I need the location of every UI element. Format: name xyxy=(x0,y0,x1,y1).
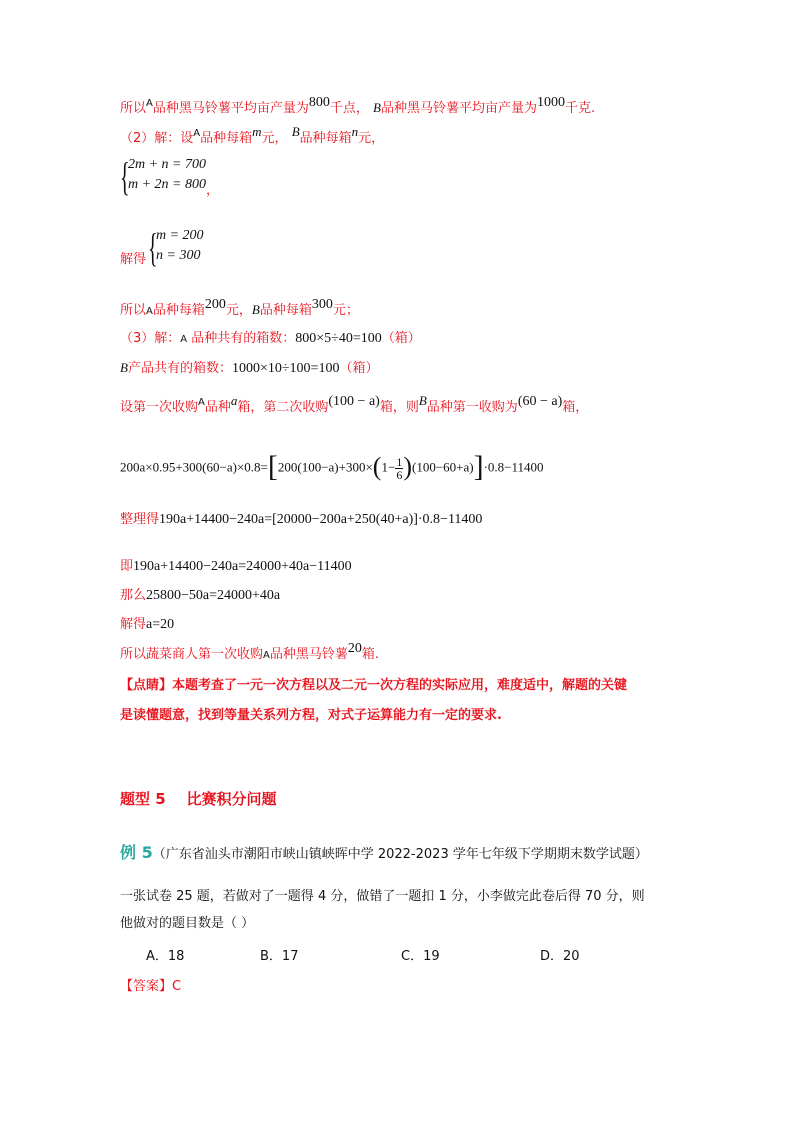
label: 即 xyxy=(120,559,134,574)
option-d: D．20 xyxy=(540,949,580,964)
text: 箱，第二次收购 xyxy=(237,400,329,415)
equation-part: ·0.8−11400 xyxy=(483,459,544,475)
value-300: 300 xyxy=(311,297,333,312)
text: 产品共有的箱数： xyxy=(127,361,232,376)
value-20: 20 xyxy=(347,641,362,656)
example-source: （广东省汕头市潮阳市峡山镇峡晖中学 2022-2023 学年七年级下学期期末数学试题） xyxy=(152,847,648,862)
value-1000: 1000 xyxy=(537,95,565,110)
solution-then xyxy=(120,586,280,606)
text: 箱， xyxy=(562,400,589,415)
equation: a=20 xyxy=(146,617,175,632)
equation-system-1 xyxy=(120,154,240,199)
example-header xyxy=(120,840,648,863)
fraction-denominator: 6 xyxy=(396,468,403,482)
equation: 190a+14400−240a=[20000−200a+250(40+a)]·0.8−11400 xyxy=(159,512,483,527)
brace-icon: { xyxy=(120,154,130,199)
text: 品种每箱 xyxy=(200,131,253,146)
paren-open: ( xyxy=(372,451,382,481)
bracket-open: [ xyxy=(267,449,278,483)
text: 品种 xyxy=(204,400,231,415)
var-m: m xyxy=(252,124,262,139)
text: 箱. xyxy=(361,647,380,662)
solution-line-price xyxy=(120,297,359,322)
expression: 1000×10÷100=100 xyxy=(231,361,340,376)
solution-line-yield xyxy=(120,95,596,120)
comment-line-1: 【点睛】本题考查了一元一次方程以及二元一次方程的实际应用，难度适中，解题的关键 xyxy=(120,678,628,693)
brace-icon: { xyxy=(148,225,158,270)
unit: （箱） xyxy=(339,361,379,376)
var-n: n xyxy=(351,124,359,139)
var-a: a xyxy=(230,393,238,408)
text: 所以蔬菜商人第一次收购 xyxy=(120,647,264,662)
equation-row: m = 200 xyxy=(156,228,204,243)
equation-part: 1− xyxy=(381,459,396,475)
text: 千点， xyxy=(329,101,369,116)
equation: 190a+14400−240a=24000+40a−11400 xyxy=(133,559,352,574)
option-a: A．18 xyxy=(146,949,185,964)
solution-part3 xyxy=(120,329,421,350)
equation-part: (100−60+a) xyxy=(411,459,474,475)
equation: 25800−50a=24000+40a xyxy=(146,588,281,603)
option-b: B．17 xyxy=(260,949,299,964)
text: 品种每箱 xyxy=(152,303,205,318)
text: 品种每箱 xyxy=(299,131,352,146)
text: （2）解：设 xyxy=(120,131,194,146)
fraction-numerator: 1 xyxy=(396,455,403,469)
text: 箱，则 xyxy=(379,400,419,415)
expression: 800×5÷40=100 xyxy=(295,331,382,346)
label: 整理得 xyxy=(120,512,160,527)
question-line-2: 他做对的题目数是（ ） xyxy=(120,916,255,931)
var-B: B xyxy=(120,360,128,375)
solution-final xyxy=(120,641,380,666)
paren-close: ) xyxy=(403,451,412,481)
solution-simplify xyxy=(120,510,482,530)
unit: （箱） xyxy=(381,331,421,346)
text: 品种第一收购为 xyxy=(426,400,518,415)
text: 品种黑马铃薯平均亩产量为 xyxy=(380,101,537,116)
text: 元； xyxy=(332,303,359,318)
section-heading: 题型 5 比赛积分问题 xyxy=(120,790,277,808)
var-A: A xyxy=(198,397,205,408)
solution-setup xyxy=(120,393,589,419)
text: （3）解： xyxy=(120,331,181,346)
text: 品种共有的箱数： xyxy=(191,331,296,346)
var-A: A xyxy=(263,650,270,661)
answer: 【答案】C xyxy=(120,979,182,994)
text: 元， xyxy=(358,131,385,146)
var-A: A xyxy=(146,306,153,317)
var-A: A xyxy=(146,98,153,109)
equation-row: 2m + n = 700 xyxy=(128,157,207,172)
text: 元， xyxy=(261,131,288,146)
text: 千克. xyxy=(565,101,596,116)
bracket-close: ] xyxy=(473,449,484,483)
text: 所以 xyxy=(120,101,147,116)
text: 元， xyxy=(225,303,252,318)
fraction xyxy=(395,456,403,481)
text: 品种黑马铃薯 xyxy=(269,647,348,662)
var-A: A xyxy=(180,334,188,345)
option-c: C．19 xyxy=(401,949,440,964)
question-line-1: 一张试卷 25 题，若做对了一题得 4 分，做错了一题扣 1 分，小李做完此卷后得 70 分，则 xyxy=(120,889,645,904)
label: 那么 xyxy=(120,588,147,603)
equation-left: 200a×0.95+300(60−a)×0.8= xyxy=(120,459,268,475)
label: 解得 xyxy=(120,617,147,632)
example-tag: 例 5 xyxy=(120,843,153,862)
equation-row: m + 2n = 800 xyxy=(128,177,207,192)
main-equation xyxy=(120,449,544,483)
solution-ie xyxy=(120,557,352,577)
comma: ， xyxy=(206,183,220,198)
equation-row: n = 300 xyxy=(156,248,201,263)
var-B: B xyxy=(251,302,260,317)
var-B: B xyxy=(418,393,427,408)
solve-label: 解得 xyxy=(120,252,147,267)
solution-line-b-count xyxy=(120,358,378,379)
equation-system-2 xyxy=(148,225,248,270)
var-B: B xyxy=(291,124,300,139)
expression: (60 − a) xyxy=(517,394,563,409)
value-200: 200 xyxy=(204,297,226,312)
comment-line-2: 是读懂题意，找到等量关系列方程，对式子运算能力有一定的要求. xyxy=(120,708,502,723)
text: 所以 xyxy=(120,303,147,318)
var-A: A xyxy=(193,128,201,139)
var-B: B xyxy=(373,100,381,115)
solution-part2 xyxy=(120,124,385,150)
value-800: 800 xyxy=(308,95,330,110)
expression: (100 − a) xyxy=(328,394,380,409)
text: 设第一次收购 xyxy=(120,400,199,415)
solution-solve2 xyxy=(120,615,174,635)
text: 品种每箱 xyxy=(259,303,312,318)
equation-part: 200(100−a)+300× xyxy=(277,459,373,475)
text: 品种黑马铃薯平均亩产量为 xyxy=(152,101,309,116)
